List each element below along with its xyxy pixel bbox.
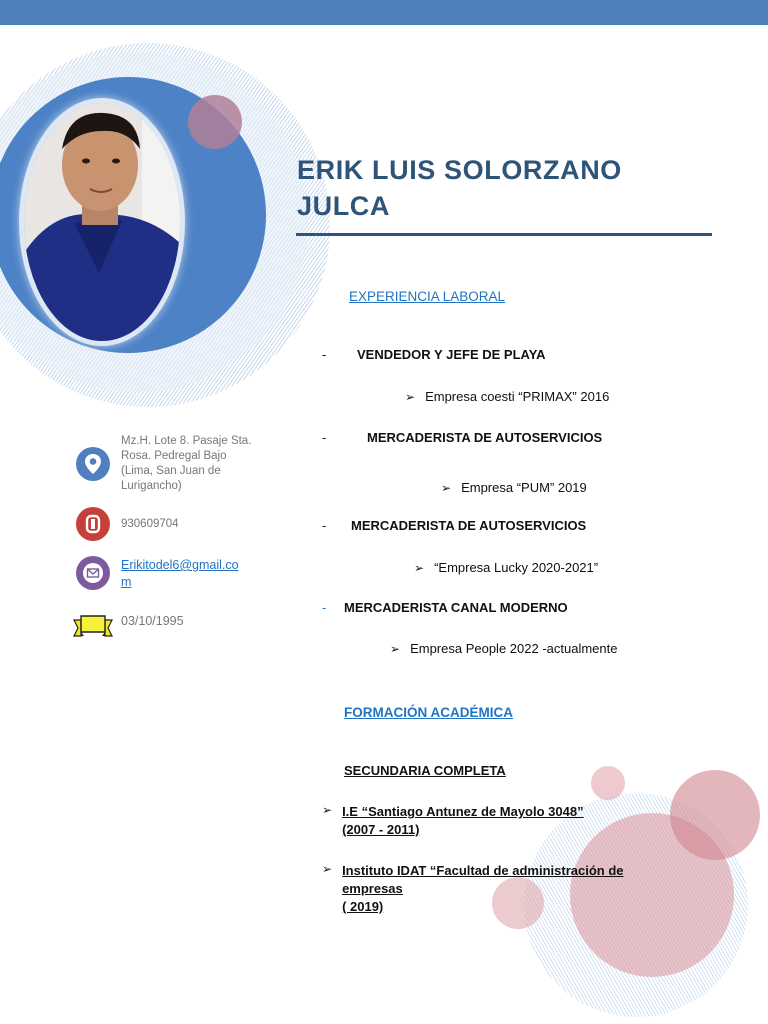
name-line-1: ERIK LUIS SOLORZANO [297, 155, 622, 185]
email-link[interactable] [121, 557, 239, 591]
address-line: Mz.H. Lote 8. Pasaje Sta. [121, 435, 252, 447]
education-years: ( 2019) [342, 899, 384, 914]
email-line[interactable]: m [121, 575, 132, 589]
job-detail-text: Empresa “PUM” 2019 [461, 480, 587, 495]
job-title-3: MERCADERISTA DE AUTOSERVICIOS [351, 518, 587, 533]
arrow-bullet-icon: ➢ [414, 560, 425, 575]
location-pin-icon [76, 447, 110, 481]
phone-icon [76, 507, 110, 541]
job-marker: - [322, 518, 327, 533]
education-item-1 [322, 803, 584, 839]
arrow-bullet-icon: ➢ [390, 641, 401, 656]
education-level: SECUNDARIA COMPLETA [344, 763, 506, 778]
job-title-4: MERCADERISTA CANAL MODERNO [344, 600, 568, 615]
arrow-bullet-icon: ➢ [322, 862, 333, 876]
education-school: Instituto IDAT “Facultad de administración de [342, 863, 624, 878]
job-marker: - [322, 600, 327, 615]
arrow-bullet-icon: ➢ [405, 389, 416, 404]
address-line: Lurigancho) [121, 480, 182, 492]
job-detail-1 [405, 389, 609, 404]
job-detail-text: “Empresa Lucky 2020-2021” [434, 560, 599, 575]
job-detail-text: Empresa coesti “PRIMAX” 2016 [425, 389, 610, 404]
arrow-bullet-icon: ➢ [322, 803, 333, 817]
phone-number: 930609704 [121, 518, 179, 530]
job-detail-4 [390, 641, 617, 656]
job-marker: - [322, 430, 327, 445]
education-years: (2007 - 2011) [342, 822, 420, 837]
address-line: Rosa. Pedregal Bajo [121, 450, 227, 462]
education-item-2 [322, 862, 624, 916]
address [121, 434, 251, 494]
birth-date: 03/10/1995 [121, 614, 184, 628]
job-title-1: VENDEDOR Y JEFE DE PLAYA [357, 347, 546, 362]
education-heading: FORMACIÓN ACADÉMICA [344, 705, 513, 720]
email-line[interactable]: Erikitodel6@gmail.co [121, 558, 239, 572]
mail-icon [76, 556, 110, 590]
education-school-cont: empresas [342, 881, 403, 896]
job-marker: - [322, 347, 327, 362]
job-detail-text: Empresa People 2022 -actualmente [410, 641, 618, 656]
ribbon-icon [73, 612, 113, 640]
name-divider [296, 233, 712, 236]
address-line: (Lima, San Juan de [121, 465, 221, 477]
profile-photo [24, 103, 180, 341]
job-title-2: MERCADERISTA DE AUTOSERVICIOS [367, 430, 603, 445]
education-school: I.E “Santiago Antunez de Mayolo 3048” [342, 804, 584, 819]
job-detail-2 [441, 480, 587, 495]
job-detail-3 [414, 560, 598, 575]
full-name [297, 152, 697, 224]
name-line-2: JULCA [297, 191, 391, 221]
experience-heading: EXPERIENCIA LABORAL [349, 289, 506, 304]
arrow-bullet-icon: ➢ [441, 480, 452, 495]
